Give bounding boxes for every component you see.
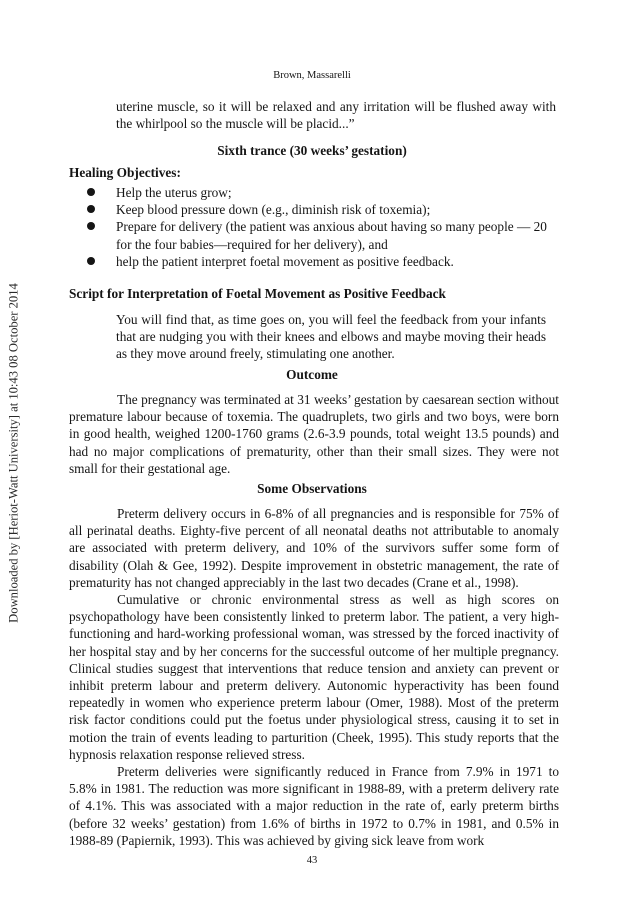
observations-paragraph: Cumulative or chronic environmental stress as well as high scores on psychopathology have been consistently linked to preterm labor. The patient, a very high-functioning and hard-working professional woman, was stressed by the forced inactivity of her hospital stay and by her concerns for the successful outcome of her multiple pregnancy. Clinical studies suggest that interventions that reduce tension and anxiety can prevent or inhibit preterm labour and preterm delivery. Autonomic hyperactivity has been found repeatedly in women who experience preterm labour (Omer, 1988). Most of the preterm risk factor conditions could put the foetus under physiological stress, causing it to set in motion the train of events leading to parturition (Cheek, 1995). This study reports that the hypnosis relaxation response relieved stress. xyxy=(69,592,559,762)
list-item: help the patient interpret foetal movement as positive feedback. xyxy=(84,253,560,270)
outcome-heading: Outcome xyxy=(286,367,338,382)
script-text: You will find that, as time goes on, you will feel the feedback from your infants that are nudging you with their knees and elbows and maybe moving their heads as they move around freely, stimulating one another. xyxy=(116,312,546,362)
download-notice xyxy=(7,268,21,638)
observations-heading: Some Observations xyxy=(257,481,367,496)
outcome-text: The pregnancy was terminated at 31 weeks’ gestation by caesarean section without premature labour because of toxemia. The quadruplets, two girls and two boys, were born in good health, weighed 1200-1760 grams (2.6-3.9 pounds, total weight 13.5 pounds) and had no major complications of prematurity, other than their small sizes. They were not small for their gestational age. xyxy=(69,392,559,476)
list-item: Keep blood pressure down (e.g., diminish risk of toxemia); xyxy=(84,201,560,218)
script-heading: Script for Interpretation of Foetal Movement as Positive Feedback xyxy=(69,286,446,301)
list-item: Prepare for delivery (the patient was anxious about having so many people — 20 for the four babies—required for her delivery), and xyxy=(84,218,560,252)
list-item: Help the uterus grow; xyxy=(84,184,560,201)
healing-objectives-heading: Healing Objectives: xyxy=(69,165,181,180)
observations-paragraph: Preterm deliveries were significantly reduced in France from 7.9% in 1971 to 5.8% in 1981. The reduction was more significant in 1988-89, with a preterm delivery rate of 4.1%. This was associated with a major reduction in the rate of, early preterm births (before 32 weeks’ gestation) from 1.6% of births in 1972 to 0.7% in 1981, and 0.5% in 1988-89 (Papiernik, 1993). This was achieved by giving sick leave from work xyxy=(69,764,559,848)
running-header: Brown, Massarelli xyxy=(273,70,351,81)
download-notice-text: Downloaded by [Heriot-Watt University] at 10:43 08 October 2014 xyxy=(6,283,21,623)
quote-continuation: uterine muscle, so it will be relaxed and any irritation will be flushed away with the whirlpool so the muscle will be placid...” xyxy=(116,99,556,132)
healing-objectives-list xyxy=(84,184,560,270)
observations-paragraph: Preterm delivery occurs in 6-8% of all pregnancies and is responsible for 75% of all perinatal deaths. Eighty-five percent of all neonatal deaths not attributable to anomaly are associated with preterm delivery, and 10% of the survivors suffer some form of disability (Olah & Gee, 1992). Despite improvement in obstetric management, the rate of prematurity has not changed appreciably in the last two decades (Crane et al., 1998). xyxy=(69,506,559,590)
sixth-trance-heading: Sixth trance (30 weeks’ gestation) xyxy=(217,143,407,158)
page-number: 43 xyxy=(306,855,318,866)
